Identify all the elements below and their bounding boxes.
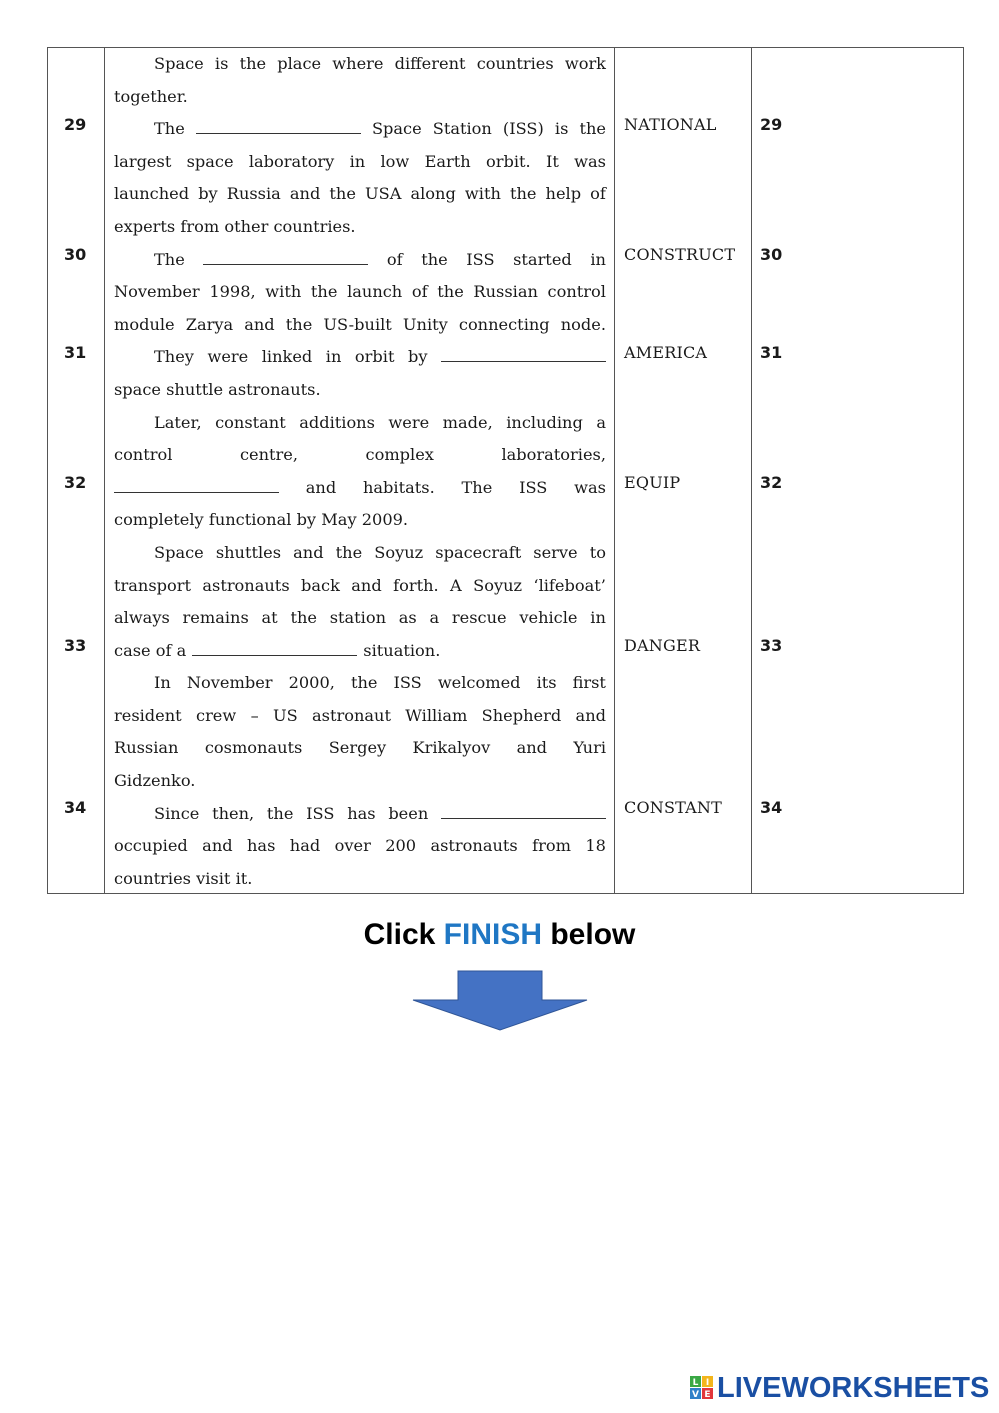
word: laboratory	[248, 151, 335, 171]
word: Station	[432, 119, 492, 139]
answer-blank[interactable]	[441, 360, 606, 362]
passage-line	[114, 48, 606, 81]
word: Soyuz	[374, 542, 424, 562]
word: with	[464, 184, 501, 204]
passage-line: case of a situation.	[114, 640, 441, 660]
word: place	[277, 54, 322, 73]
answer-blank[interactable]	[203, 263, 368, 265]
word: Space	[154, 54, 204, 73]
word: William	[405, 705, 468, 725]
word: of	[590, 184, 606, 204]
passage-line	[114, 439, 606, 472]
word: in	[590, 249, 606, 269]
root-word: AMERICA	[624, 343, 708, 362]
word: the	[421, 249, 448, 269]
word: control	[547, 282, 606, 302]
word: was	[574, 151, 606, 171]
word: Russian	[473, 282, 538, 302]
word: orbit.	[485, 151, 531, 171]
answer-number: 33	[760, 636, 783, 655]
word: –	[250, 705, 259, 725]
word: 18	[585, 836, 606, 856]
word: low	[380, 151, 410, 171]
question-number: 31	[64, 343, 87, 362]
svg-text:E: E	[704, 1390, 711, 1400]
word: connecting	[458, 314, 550, 334]
word: countries	[476, 54, 554, 73]
word: complex	[365, 445, 434, 465]
word: Russia	[226, 184, 281, 204]
passage-line: together.	[114, 86, 188, 106]
passage-line: countries visit it.	[114, 868, 253, 888]
passage	[114, 48, 606, 895]
word: In	[154, 673, 171, 693]
word: constant	[215, 412, 286, 432]
word: Later,	[154, 412, 202, 432]
passage-line	[114, 146, 606, 179]
word: launched	[114, 184, 190, 204]
passage-line	[114, 276, 606, 309]
word: and	[202, 836, 233, 856]
word: laboratories,	[501, 445, 606, 465]
word: resident	[114, 705, 182, 725]
word: a	[429, 608, 440, 628]
word: centre,	[239, 445, 298, 465]
word: (ISS)	[502, 119, 544, 139]
passage-line	[114, 830, 606, 863]
word: They	[154, 347, 194, 367]
answer-blank[interactable]	[192, 654, 357, 656]
word: remains	[182, 608, 249, 628]
word: 200	[385, 836, 417, 856]
word: of	[411, 282, 428, 302]
word: ISS	[466, 249, 495, 269]
word: made,	[442, 412, 493, 432]
passage-line	[114, 472, 606, 505]
word: ‘lifeboat’	[533, 575, 606, 595]
word: along	[410, 184, 456, 204]
word: largest	[114, 151, 172, 171]
word: transport	[114, 575, 191, 595]
passage-line	[114, 309, 606, 342]
word: is	[214, 54, 229, 73]
question-number: 32	[64, 473, 87, 492]
word: and	[289, 184, 321, 204]
word: the	[290, 608, 317, 628]
word: forth.	[393, 575, 439, 595]
answer-blank[interactable]	[114, 491, 279, 493]
word: to	[589, 542, 606, 562]
word: The	[461, 477, 493, 497]
word: in	[349, 151, 366, 171]
word: is	[554, 119, 569, 139]
word: of	[386, 249, 403, 269]
word: control	[114, 445, 173, 465]
liveworksheets-logo-icon	[690, 1376, 714, 1400]
word: Since	[154, 803, 200, 823]
svg-text:V: V	[692, 1390, 699, 1400]
word: been	[388, 803, 429, 823]
passage-line	[114, 602, 606, 635]
word: were	[388, 412, 430, 432]
word: the	[509, 184, 537, 204]
root-word: CONSTANT	[624, 798, 722, 817]
word: additions	[299, 412, 375, 432]
word: by	[198, 184, 218, 204]
word: US-built	[323, 314, 392, 334]
word: ISS	[393, 673, 422, 693]
word: astronauts	[430, 836, 518, 856]
word: as	[398, 608, 417, 628]
word: with	[265, 282, 302, 302]
word: space	[186, 151, 234, 171]
word: by	[407, 347, 428, 367]
question-number: 29	[64, 115, 87, 134]
word: vehicle	[519, 608, 578, 628]
exercise-table	[47, 47, 964, 894]
passage-line	[114, 537, 606, 570]
word: Earth	[424, 151, 471, 171]
word: welcomed	[437, 673, 521, 693]
passage-line	[114, 341, 606, 374]
word: Unity	[402, 314, 448, 334]
word: including	[506, 412, 583, 432]
word: the	[329, 184, 356, 204]
word: the	[266, 803, 294, 823]
word: node.	[560, 314, 606, 334]
word: November	[114, 282, 200, 302]
answer-blank[interactable]	[441, 817, 606, 819]
word: Space	[154, 542, 204, 562]
answer-number: 31	[760, 343, 783, 362]
liveworksheets-logo	[690, 1370, 989, 1406]
word: in	[325, 347, 342, 367]
word: then,	[212, 803, 255, 823]
word: linked	[261, 347, 313, 367]
finish-label[interactable]: FINISH	[443, 918, 543, 951]
word: help	[545, 184, 582, 204]
word: the	[239, 54, 267, 73]
word: Soyuz	[473, 575, 523, 595]
word: astronaut	[312, 705, 391, 725]
word: different	[394, 54, 466, 73]
word: and	[293, 542, 324, 562]
question-number: 34	[64, 798, 87, 817]
answer-number: 34	[760, 798, 783, 817]
root-word: DANGER	[624, 636, 701, 655]
root-word: NATIONAL	[624, 115, 717, 134]
word: USA	[364, 184, 402, 204]
word: were	[207, 347, 249, 367]
passage-line: completely functional by May 2009.	[114, 510, 409, 530]
word: started	[513, 249, 572, 269]
passage-line	[114, 732, 606, 765]
word: rescue	[451, 608, 507, 628]
answer-number: 32	[760, 473, 783, 492]
word: US	[272, 705, 298, 725]
passage-line	[114, 570, 606, 603]
down-arrow-icon	[412, 970, 588, 1032]
root-word: EQUIP	[624, 473, 681, 492]
word: work	[564, 54, 606, 73]
word: over	[334, 836, 371, 856]
word: and	[516, 738, 548, 758]
word: November	[186, 673, 273, 693]
word: at	[261, 608, 278, 628]
word: spacecraft	[435, 542, 522, 562]
word: Russian	[114, 738, 179, 758]
svg-text:I: I	[705, 1378, 710, 1388]
word: and	[305, 477, 337, 497]
word: Shepherd	[481, 705, 562, 725]
word: the	[437, 282, 464, 302]
word: A	[450, 575, 462, 595]
word: the	[335, 542, 363, 562]
word: the	[350, 673, 378, 693]
word: Krikalyov	[412, 738, 491, 758]
brand-name: LIVEWORKSHEETS	[717, 1371, 990, 1404]
word: station	[329, 608, 387, 628]
passage-line	[114, 700, 606, 733]
word: and	[351, 575, 382, 595]
word: 2000,	[288, 673, 335, 693]
word: the	[285, 314, 313, 334]
word: module	[114, 314, 175, 334]
word: and	[244, 314, 275, 334]
word: from	[532, 836, 571, 856]
word: ISS	[306, 803, 335, 823]
passage-line	[114, 667, 606, 700]
question-number: 33	[64, 636, 87, 655]
word: the	[579, 119, 606, 139]
word: Space	[371, 119, 422, 139]
column-divider	[614, 48, 615, 893]
passage-line: Gidzenko.	[114, 771, 196, 791]
word: orbit	[354, 347, 395, 367]
word: occupied	[114, 836, 188, 856]
passage-line	[114, 798, 606, 831]
answer-blank[interactable]	[196, 132, 361, 134]
word: shuttles	[215, 542, 282, 562]
word: launch	[347, 282, 403, 302]
column-divider	[751, 48, 752, 893]
word: serve	[533, 542, 578, 562]
answer-number: 30	[760, 245, 783, 264]
word: the	[310, 282, 338, 302]
word: crew	[196, 705, 237, 725]
word: has	[247, 836, 276, 856]
root-word: CONSTRUCT	[624, 245, 736, 264]
question-number: 30	[64, 245, 87, 264]
passage-line	[114, 178, 606, 211]
finish-instruction: Click FINISH below	[363, 918, 636, 951]
passage-line: The of the ISS started in	[114, 244, 606, 277]
passage-line	[114, 407, 606, 440]
word: 1998,	[209, 282, 256, 302]
column-divider	[104, 48, 105, 893]
word: its	[536, 673, 557, 693]
word: always	[114, 608, 170, 628]
word: has	[347, 803, 376, 823]
word: ISS	[519, 477, 548, 497]
passage-line: experts from other countries.	[114, 216, 356, 236]
svg-text:L: L	[692, 1378, 699, 1388]
word: a	[596, 412, 606, 432]
word: Sergey	[328, 738, 387, 758]
word: had	[289, 836, 321, 856]
passage-line: The Space Station (ISS) is the	[114, 113, 606, 146]
word: where	[332, 54, 384, 73]
word: and	[575, 705, 606, 725]
word: Yuri	[573, 738, 606, 758]
word: cosmonauts	[204, 738, 303, 758]
passage-line: space shuttle astronauts.	[114, 379, 321, 399]
answer-number: 29	[760, 115, 783, 134]
word: was	[574, 477, 606, 497]
word: back	[301, 575, 340, 595]
word: Zarya	[185, 314, 234, 334]
word: It	[545, 151, 559, 171]
word: first	[572, 673, 606, 693]
word: in	[590, 608, 606, 628]
word: astronauts	[202, 575, 290, 595]
word: habitats.	[362, 477, 435, 497]
